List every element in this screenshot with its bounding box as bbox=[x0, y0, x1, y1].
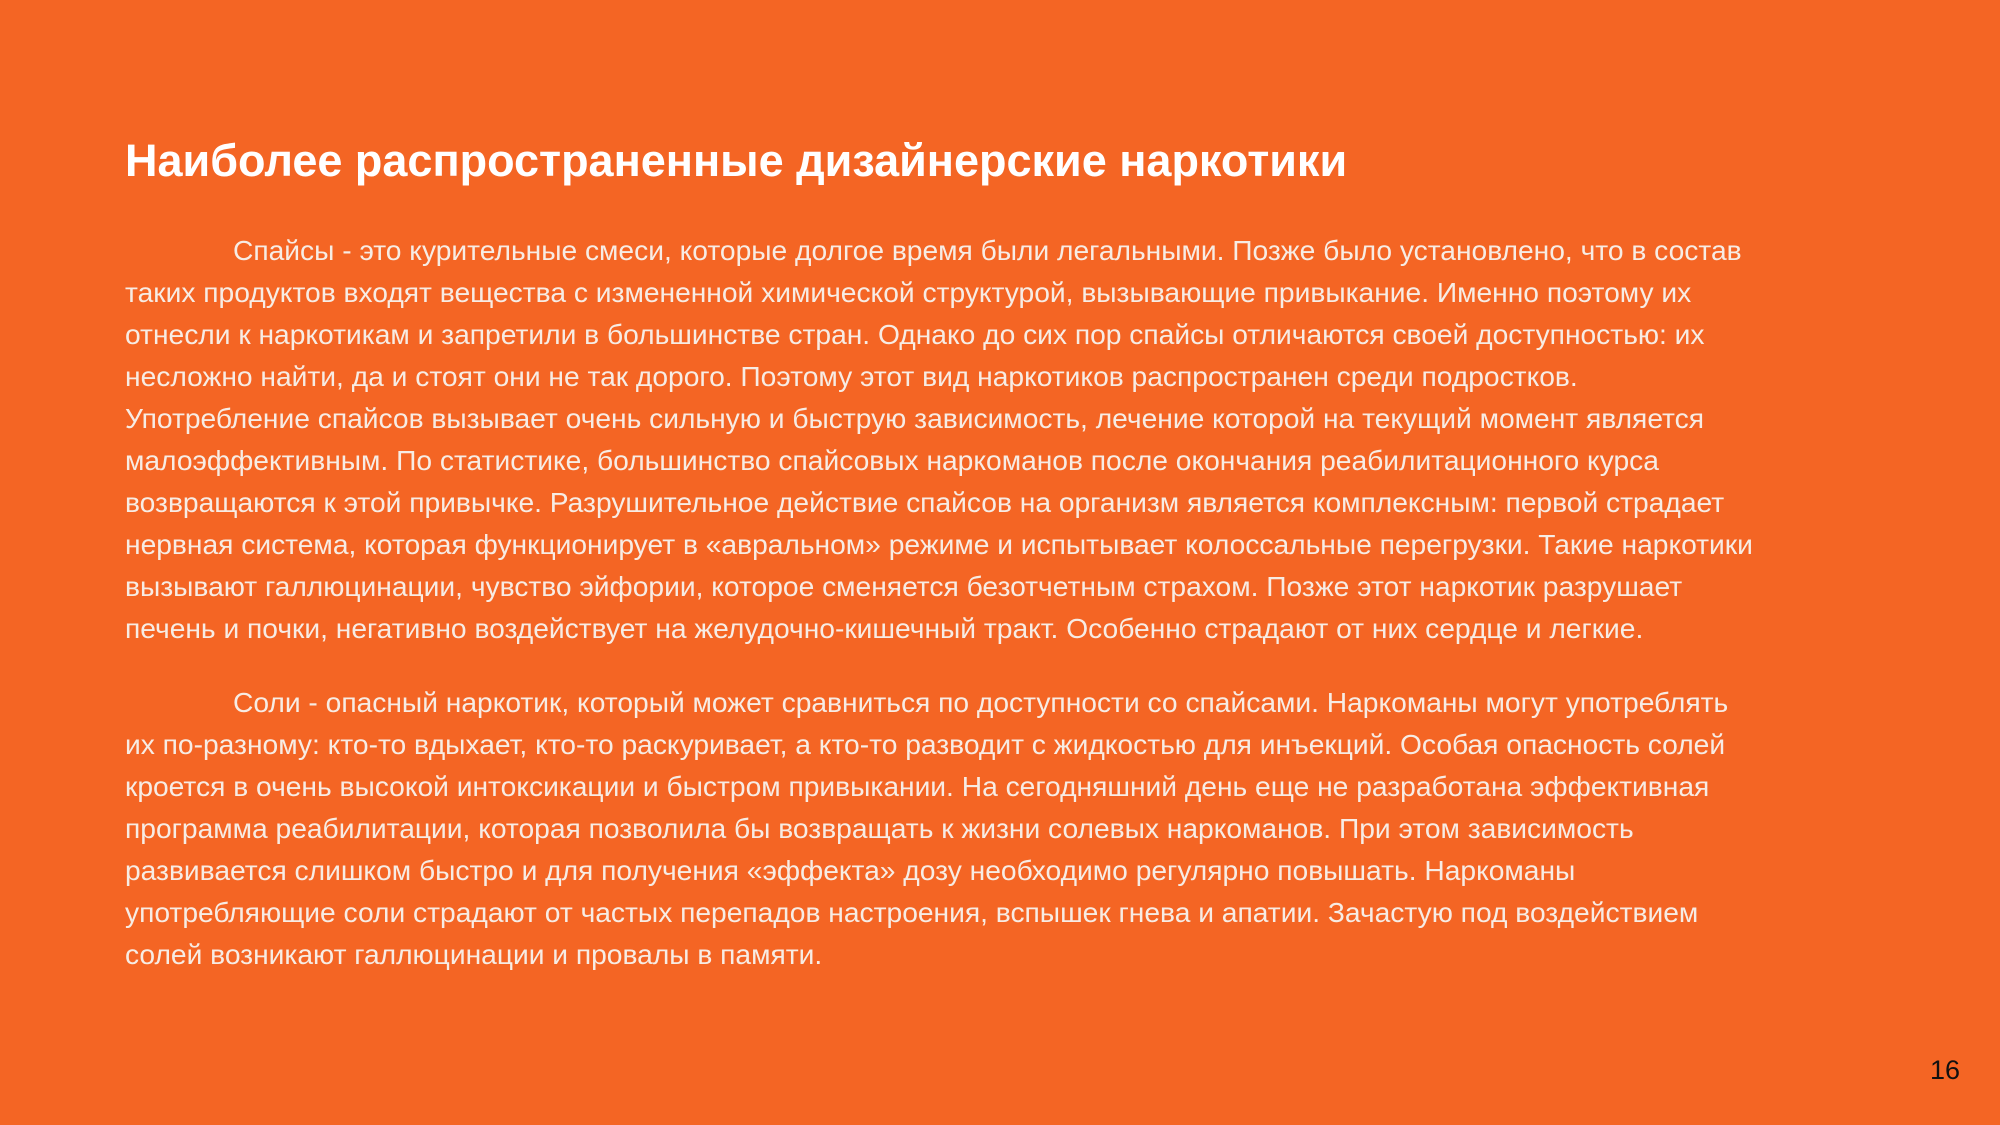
line: Спайсы - это курительные смеси, которые долгое время были легальными. Позже было установлено, что в состав bbox=[233, 234, 1742, 266]
line: возвращаются к этой привычке. Разрушительное действие спайсов на организм является комплексным: первой страдает bbox=[125, 486, 1725, 518]
line: солей возникают галлюцинации и провалы в памяти. bbox=[125, 938, 823, 970]
page-number: 16 bbox=[1929, 1055, 1960, 1085]
line: Употребление спайсов вызывает очень сильную и быструю зависимость, лечение которой на текущий момент является bbox=[125, 402, 1705, 434]
paragraph-salts bbox=[125, 681, 1915, 975]
line: несложно найти, да и стоят они не так дорого. Поэтому этот вид наркотиков распространен среди подростков. bbox=[125, 360, 1578, 392]
line: кроется в очень высокой интоксикации и быстром привыкании. На сегодняшний день еще не разработана эффективная bbox=[125, 770, 1710, 802]
line: развивается слишком быстро и для получения «эффекта» дозу необходимо регулярно повышать. Наркоманы bbox=[125, 854, 1576, 886]
line: Соли - опасный наркотик, который может сравниться по доступности со спайсами. Наркоманы могут употреблять bbox=[233, 686, 1729, 718]
line: программа реабилитации, которая позволила бы возвращать к жизни солевых наркоманов. При этом зависимость bbox=[125, 812, 1634, 844]
line: таких продуктов входят вещества с измененной химической структурой, вызывающие привыкание. Именно поэтому их bbox=[125, 276, 1692, 308]
line: их по-разному: кто-то вдыхает, кто-то раскуривает, а кто-то разводит с жидкостью для инъекций. Особая опасность солей bbox=[125, 728, 1726, 760]
line: малоэффективным. По статистике, большинство спайсовых наркоманов после окончания реабилитационного курса bbox=[125, 444, 1659, 476]
line: употребляющие соли страдают от частых перепадов настроения, вспышек гнева и апатии. Зачастую под воздействием bbox=[125, 896, 1699, 928]
paragraph-spice bbox=[125, 229, 1915, 649]
line: отнесли к наркотикам и запретили в большинстве стран. Однако до сих пор спайсы отличаются своей доступностью: их bbox=[125, 318, 1705, 350]
slide-body bbox=[125, 229, 1915, 975]
line: нервная система, которая функционирует в «авральном» режиме и испытывает колоссальные перегрузки. Такие наркотики bbox=[125, 528, 1753, 560]
line: печень и почки, негативно воздействует на желудочно-кишечный тракт. Особенно страдают от них сердце и легкие. bbox=[125, 612, 1644, 644]
line: вызывают галлюцинации, чувство эйфории, которое сменяется безотчетным страхом. Позже этот наркотик разрушает bbox=[125, 570, 1683, 602]
slide-title: Наиболее распространенные дизайнерские наркотики bbox=[125, 135, 1348, 186]
